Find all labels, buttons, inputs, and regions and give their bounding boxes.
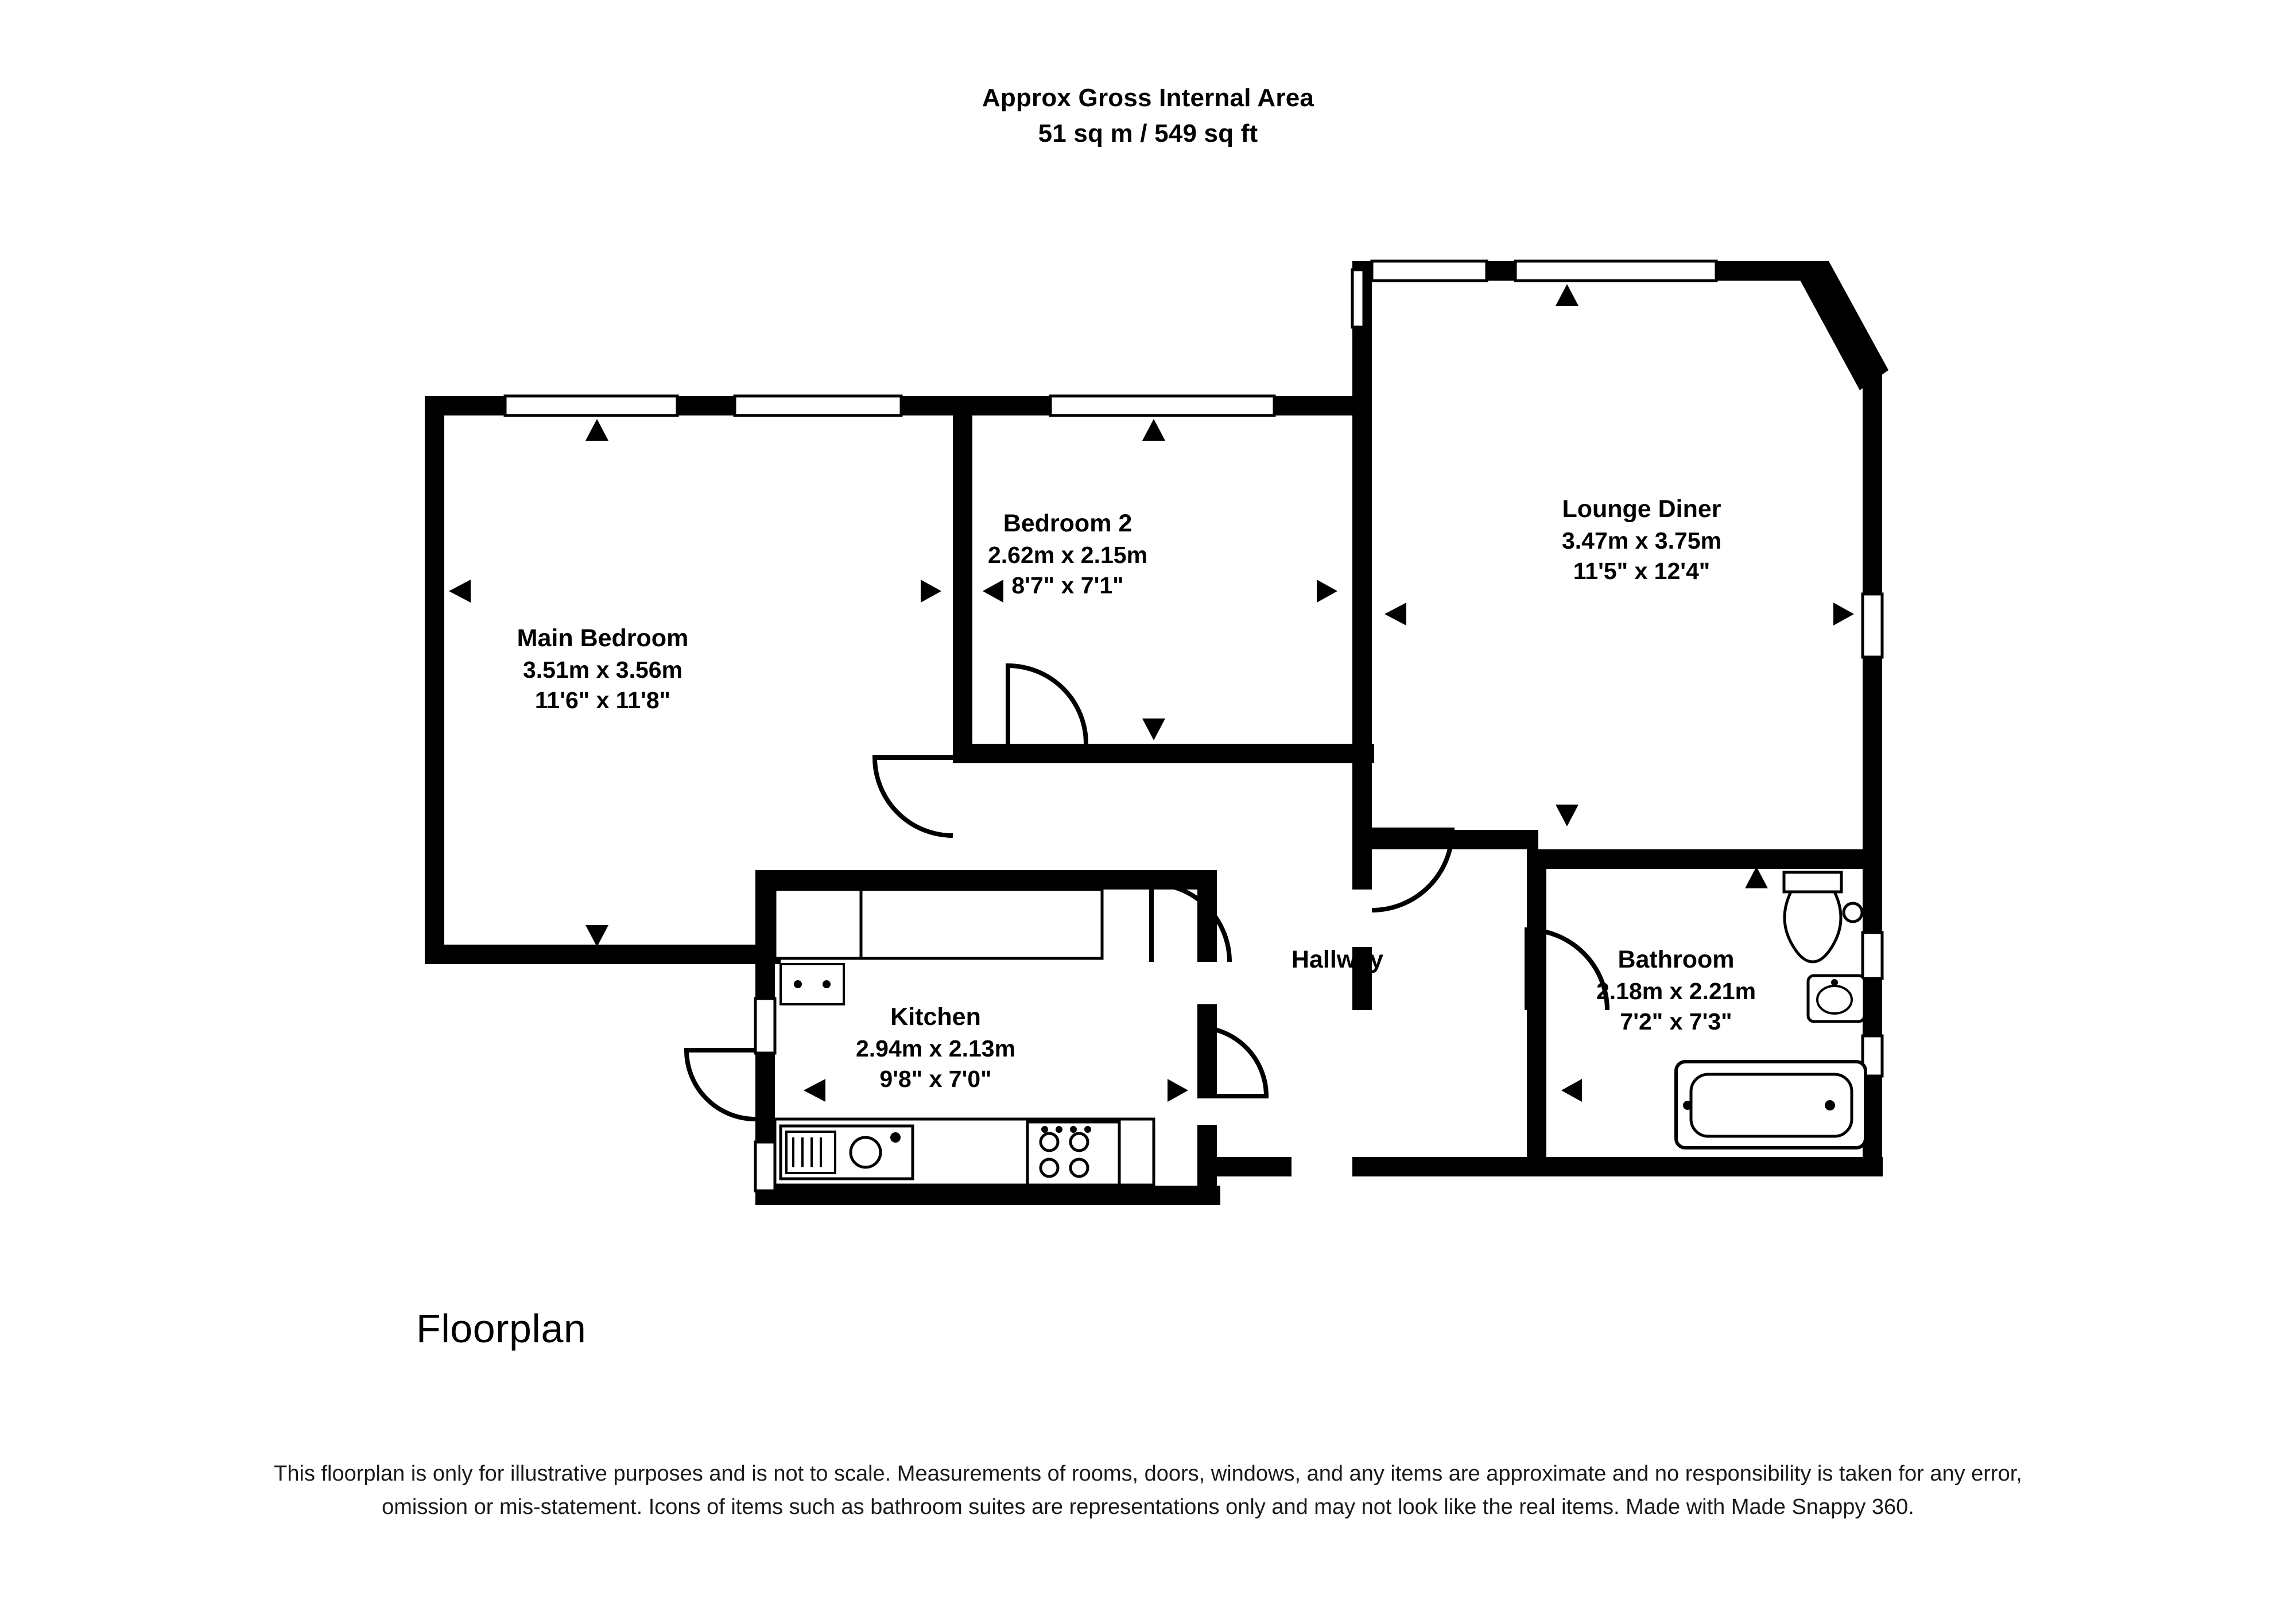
area-header-line2: 51 sq m / 549 sq ft bbox=[1038, 119, 1258, 148]
room-label-kitchen bbox=[735, 1001, 1137, 1094]
room-name: Kitchen bbox=[890, 1003, 981, 1031]
room-dimension-metric: 3.47m x 3.75m bbox=[1561, 527, 1722, 554]
room-dimension-imperial: 11'6" x 11'8" bbox=[534, 687, 671, 714]
kitchen-sink-icon bbox=[781, 1126, 913, 1179]
cupboard-handle-icon bbox=[794, 980, 802, 988]
room-label-bedroom-2 bbox=[867, 508, 1269, 601]
page-title: Floorplan bbox=[416, 1306, 587, 1351]
room-dimension-metric: 2.94m x 2.13m bbox=[855, 1035, 1016, 1062]
room-dimension-metric: 2.18m x 2.21m bbox=[1596, 977, 1756, 1004]
room-label-main-bedroom bbox=[402, 623, 804, 716]
area-header-line1: Approx Gross Internal Area bbox=[982, 84, 1314, 112]
room-name: Lounge Diner bbox=[1562, 495, 1721, 523]
room-name: Main Bedroom bbox=[517, 624, 689, 652]
room-dimension-metric: 2.62m x 2.15m bbox=[987, 541, 1148, 568]
room-dimension-imperial: 7'2" x 7'3" bbox=[1620, 1008, 1732, 1035]
hob-cooker-icon bbox=[1027, 1122, 1119, 1185]
room-dimension-imperial: 11'5" x 12'4" bbox=[1573, 558, 1711, 585]
room-label-lounge-diner bbox=[1412, 494, 1871, 587]
room-label-bathroom bbox=[1469, 944, 1883, 1037]
cupboard-handle-icon bbox=[823, 980, 831, 988]
room-dimension-imperial: 8'7" x 7'1" bbox=[1011, 572, 1124, 599]
room-name: Bedroom 2 bbox=[1003, 510, 1133, 537]
bathtub-icon bbox=[1676, 1062, 1865, 1148]
room-label-hallway bbox=[1165, 944, 1510, 976]
disclaimer-text: This floorplan is only for illustrative purposes and is not to scale. Measurements of rooms, doors, windows, and any items are approximate and no responsibility is taken for any error, omission or mis-statement. Icons of items such as bathroom suites are representations only and may not look like the real items. Made with Made Snappy 360. bbox=[274, 1462, 2022, 1519]
room-dimension-imperial: 9'8" x 7'0" bbox=[879, 1066, 992, 1093]
room-name: Hallway bbox=[1291, 946, 1384, 973]
room-name: Bathroom bbox=[1618, 946, 1735, 973]
room-dimension-metric: 3.51m x 3.56m bbox=[522, 656, 683, 683]
